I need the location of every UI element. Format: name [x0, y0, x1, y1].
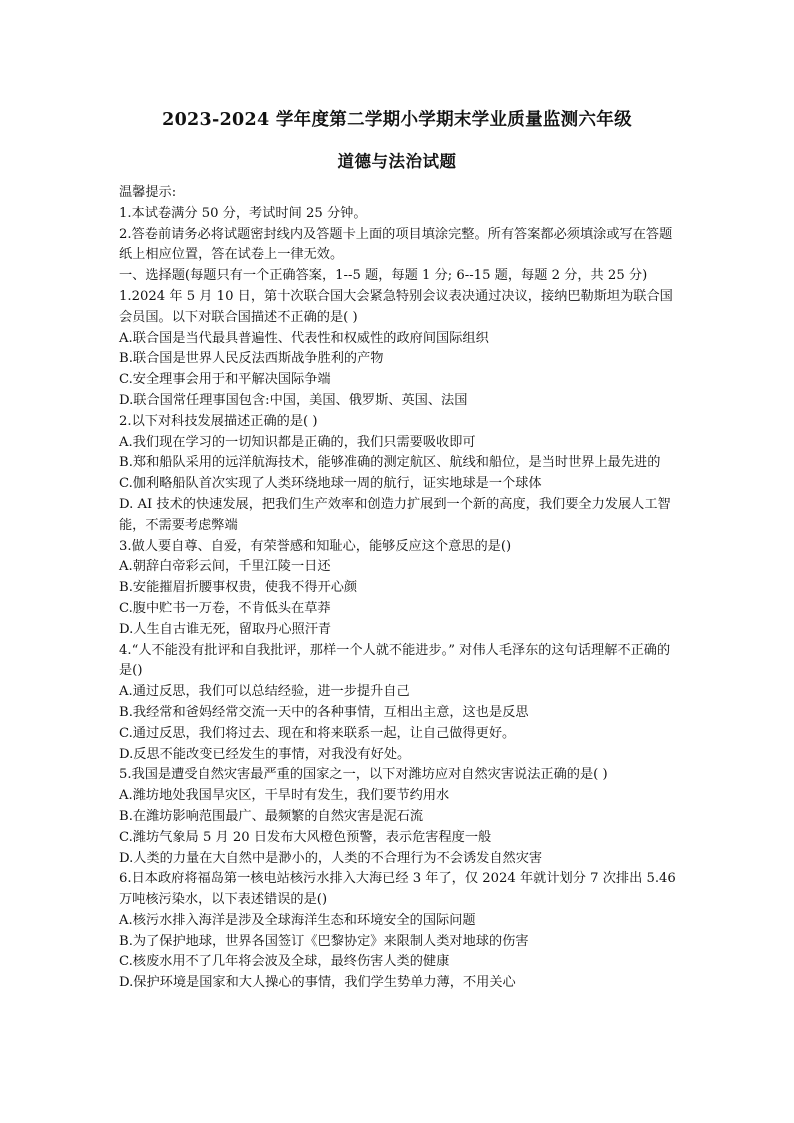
question-option: A.潍坊地处我国旱灾区，干旱时有发生，我们要节约用水: [119, 788, 450, 804]
question-option: A.通过反思，我们可以总结经验，进一步提升自己: [119, 684, 410, 700]
question-stem: 3.做人要自尊、自爱，有荣誉感和知耻心，能够反应这个意思的是(): [119, 538, 512, 554]
question-option: C.潍坊气象局 5 月 20 日发布大风橙色预警，表示危害程度一般: [119, 829, 492, 845]
question-option: C.核废水用不了几年将会波及全球，最终伤害人类的健康: [119, 954, 450, 970]
question-stem: 4.“人不能没有批评和自我批评，那样一个人就不能进步。” 对伟人毛泽东的这句话理解不正确的是(): [119, 642, 671, 679]
question-option: C.安全理事会用于和平解决国际争端: [119, 372, 331, 388]
tip-item: 2.答卷前请务必将试题密封线内及答题卡上面的项目填涂完整。所有答案都必须填涂或写在答题纸上相应位置，答在试卷上一律无效。: [119, 226, 673, 263]
question-option: A.我们现在学习的一切知识都是正确的，我们只需要吸收即可: [119, 434, 476, 450]
question-stem: 6.日本政府将福岛第一核电站核污水排入大海已经 3 年了，仅 2024 年就计划分 7 次排出 5.46 万吨核污染水，以下表述错误的是(): [119, 871, 676, 908]
question-option: B.在潍坊影响范围最广、最频繁的自然灾害是泥石流: [119, 808, 424, 824]
tips-label: 温馨提示:: [119, 185, 177, 200]
exam-title: 2023-2024 学年度第二学期小学期末学业质量监测六年级: [162, 110, 632, 130]
question-option: C.通过反思，我们将过去、现在和将来联系一起，让自己做得更好。: [119, 725, 516, 741]
question-option: B.为了保护地球，世界各国签订《巴黎协定》来限制人类对地球的伤害: [119, 933, 529, 949]
question-option: B.联合国是世界人民反法西斯战争胜利的产物: [119, 351, 384, 367]
question-stem: 2.以下对科技发展描述正确的是( ): [119, 413, 318, 429]
question-option: D. AI 技术的快速发展，把我们生产效率和创造力扩展到一个新的高度，我们要全力发展人工智能，不需要考虑弊端: [119, 496, 671, 533]
question-option: D.联合国常任理事国包含:中国，美国、俄罗斯、英国、法国: [119, 392, 468, 408]
question-stem: 1.2024 年 5 月 10 日，第十次联合国大会紧急特别会议表决通过决议，接纳巴勒斯坦为联合国会员国。以下对联合国描述不正确的是( ): [119, 288, 673, 325]
question-option: C.伽利略船队首次实现了人类环绕地球一周的航行，证实地球是一个球体: [119, 476, 542, 492]
question-option: A.朝辞白帝彩云间，千里江陵一日还: [119, 559, 331, 575]
tip-item: 1.本试卷满分 50 分，考试时间 25 分钟。: [119, 205, 367, 221]
question-option: D.保护环境是国家和大人操心的事情，我们学生势单力薄，不用关心: [119, 975, 516, 991]
question-option: A.联合国是当代最具普遍性、代表性和权威性的政府间国际组织: [119, 330, 489, 346]
question-option: D.人类的力量在大自然中是渺小的，人类的不合理行为不会诱发自然灾害: [119, 850, 543, 866]
question-option: B.郑和船队采用的远洋航海技术，能够准确的测定航区、航线和船位，是当时世界上最先进的: [119, 455, 661, 471]
section-heading: 一、选择题(每题只有一个正确答案，1--5 题，每题 1 分; 6--15 题，每题 2 分，共 25 分): [119, 268, 648, 284]
question-option: D.反思不能改变已经发生的事情，对我没有好处。: [119, 746, 411, 762]
question-stem: 5.我国是遭受自然灾害最严重的国家之一，以下对潍坊应对自然灾害说法正确的是( ): [119, 767, 608, 783]
exam-body: [119, 183, 681, 994]
question-option: B.安能摧眉折腰事权贵，使我不得开心颜: [119, 580, 358, 596]
question-option: B.我经常和爸妈经常交流一天中的各种事情，互相出主意，这也是反思: [119, 704, 529, 720]
question-option: A.核污水排入海洋是涉及全球海洋生态和环境安全的国际问题: [119, 912, 476, 928]
question-option: C.腹中贮书一万卷，不肯低头在草莽: [119, 600, 331, 616]
exam-subtitle: 道德与法治试题: [337, 152, 457, 171]
question-option: D.人生自古谁无死，留取丹心照汗青: [119, 621, 332, 637]
